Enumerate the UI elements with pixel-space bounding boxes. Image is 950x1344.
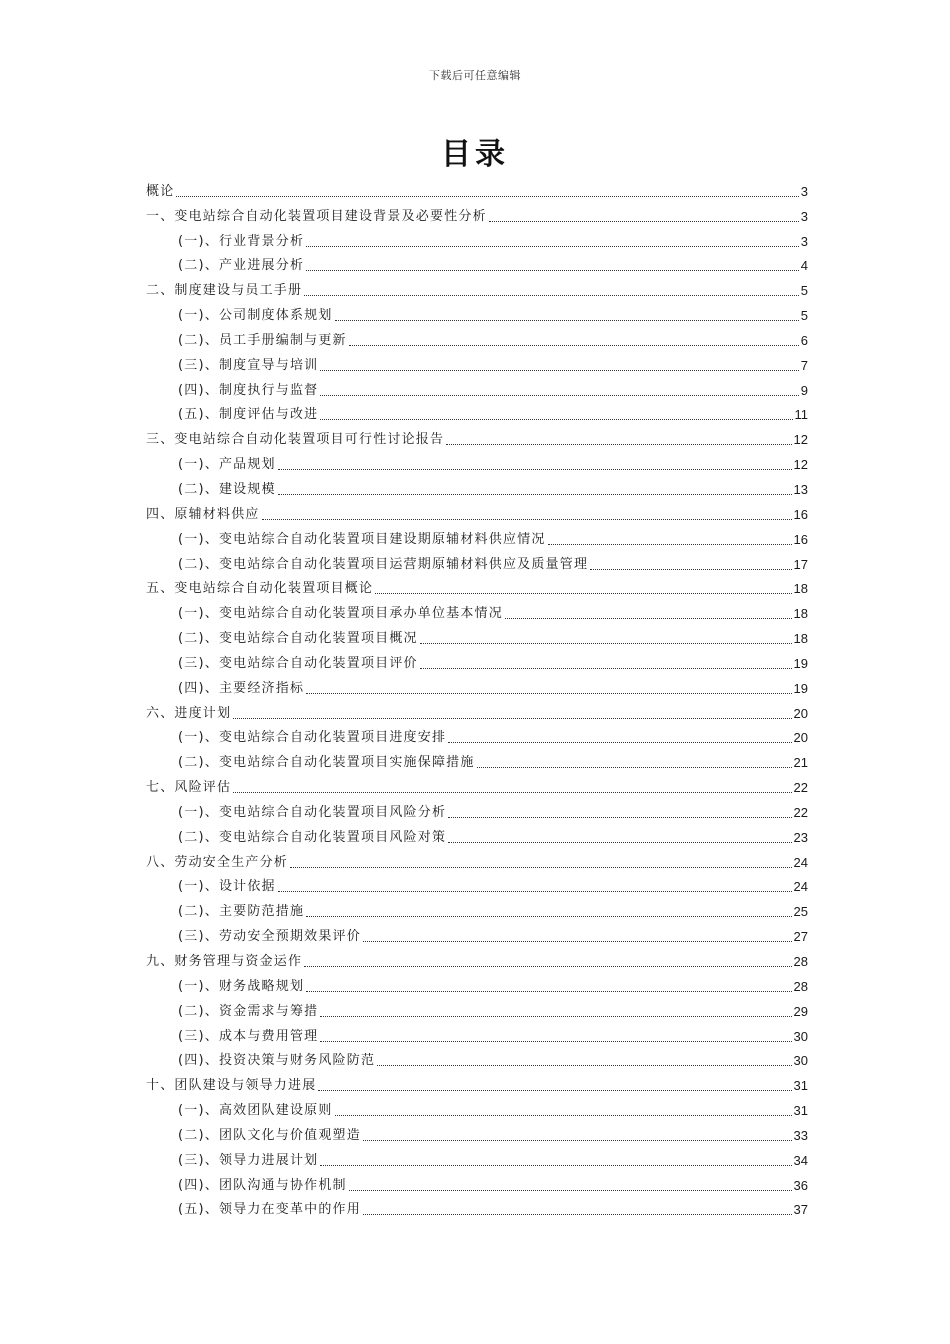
toc-entry-label: (二)、变电站综合自动化装置项目运营期原辅材料供应及质量管理: [178, 556, 589, 572]
toc-section-entry[interactable]: [146, 623, 808, 648]
toc-page-number: 37: [793, 1202, 808, 1218]
toc-entry-label: 一、变电站综合自动化装置项目建设背景及必要性分析: [146, 208, 487, 224]
toc-entry-label: (三)、成本与费用管理: [178, 1028, 319, 1044]
toc-section-entry[interactable]: [146, 325, 808, 350]
page-title: 目录: [441, 137, 509, 172]
toc-page-number: 31: [793, 1078, 808, 1094]
toc-page-number: 17: [793, 556, 808, 572]
toc-entry-label: 二、制度建设与员工手册: [146, 283, 303, 299]
toc-entry-label: (四)、投资决策与财务风险防范: [178, 1053, 376, 1069]
toc-dot-leader: [320, 419, 792, 420]
toc-page-number: 28: [793, 954, 808, 969]
toc-section-entry[interactable]: [146, 474, 808, 499]
toc-chapter-entry[interactable]: [146, 946, 808, 971]
toc-page-number: 21: [793, 755, 808, 771]
toc-chapter-entry[interactable]: [146, 698, 808, 723]
toc-chapter-entry[interactable]: [146, 201, 808, 226]
toc-page-number: 20: [793, 730, 808, 746]
toc-dot-leader: [320, 395, 798, 396]
toc-entry-label: (三)、领导力进展计划: [178, 1152, 319, 1168]
toc-entry-label: (一)、高效团队建设原则: [178, 1103, 333, 1119]
toc-entry-label: 十、团队建设与领导力进展: [146, 1078, 317, 1094]
toc-dot-leader: [306, 991, 791, 992]
toc-section-entry[interactable]: [146, 971, 808, 996]
toc-entry-label: (二)、主要防范措施: [178, 904, 305, 920]
toc-dot-leader: [548, 544, 792, 545]
toc-entry-label: (二)、资金需求与筹措: [178, 1003, 319, 1019]
toc-entry-label: 五、变电站综合自动化装置项目概论: [146, 581, 374, 597]
toc-dot-leader: [318, 1090, 791, 1091]
toc-entry-label: (一)、产品规划: [178, 457, 276, 473]
toc-dot-leader: [363, 1140, 792, 1141]
toc-section-entry[interactable]: [146, 896, 808, 921]
toc-dot-leader: [278, 494, 792, 495]
toc-dot-leader: [304, 295, 799, 296]
toc-entry-label: (四)、制度执行与监督: [178, 382, 319, 398]
toc-entry-label: (一)、变电站综合自动化装置项目建设期原辅材料供应情况: [178, 531, 546, 547]
toc-entry-label: (五)、制度评估与改进: [178, 407, 319, 423]
toc-section-entry[interactable]: [146, 747, 808, 772]
toc-entry-label: (一)、变电站综合自动化装置项目进度安排: [178, 730, 447, 746]
toc-page-number: 12: [793, 432, 808, 448]
toc-page-number: 5: [800, 308, 808, 324]
toc-section-entry[interactable]: [146, 1095, 808, 1120]
toc-page-number: 34: [793, 1152, 808, 1168]
toc-dot-leader: [448, 842, 791, 843]
toc-dot-leader: [320, 370, 798, 371]
toc-page-number: 19: [793, 655, 808, 671]
toc-chapter-entry[interactable]: [146, 424, 808, 449]
toc-entry-label: (三)、制度宣导与培训: [178, 357, 319, 373]
toc-page-number: 5: [800, 283, 808, 299]
toc-page-number: 9: [800, 382, 808, 398]
toc-section-entry[interactable]: [146, 549, 808, 574]
toc-page-number: 22: [793, 804, 808, 820]
toc-entry-label: (二)、建设规模: [178, 481, 276, 497]
toc-page-number: 18: [793, 581, 808, 597]
toc-entry-label: 六、进度计划: [146, 705, 232, 721]
table-of-contents: [146, 176, 808, 1219]
toc-entry-label: 概论: [146, 183, 175, 199]
toc-section-entry[interactable]: [146, 449, 808, 474]
toc-section-entry[interactable]: [146, 673, 808, 698]
toc-page-number: 7: [800, 357, 808, 373]
toc-dot-leader: [278, 469, 792, 470]
toc-entry-label: (二)、变电站综合自动化装置项目概况: [178, 631, 418, 647]
toc-entry-label: (一)、变电站综合自动化装置项目承办单位基本情况: [178, 606, 503, 622]
toc-dot-leader: [489, 221, 799, 222]
toc-dot-leader: [446, 444, 791, 445]
toc-entry-label: (四)、主要经济指标: [178, 680, 305, 696]
toc-dot-leader: [278, 891, 792, 892]
toc-page-number: 36: [793, 1177, 808, 1193]
toc-chapter-entry[interactable]: [146, 176, 808, 201]
toc-page-number: 18: [793, 631, 808, 647]
toc-section-entry[interactable]: [146, 1170, 808, 1195]
toc-entry-label: (一)、公司制度体系规划: [178, 308, 333, 324]
toc-section-entry[interactable]: [146, 375, 808, 400]
toc-dot-leader: [262, 519, 792, 520]
toc-section-entry[interactable]: [146, 648, 808, 673]
toc-page-number: 23: [793, 829, 808, 845]
toc-dot-leader: [477, 767, 792, 768]
toc-section-entry[interactable]: [146, 1021, 808, 1046]
toc-entry-label: (二)、变电站综合自动化装置项目风险对策: [178, 829, 447, 845]
toc-dot-leader: [335, 1115, 792, 1116]
toc-entry-label: (一)、变电站综合自动化装置项目风险分析: [178, 804, 447, 820]
toc-chapter-entry[interactable]: [146, 574, 808, 599]
toc-section-entry[interactable]: [146, 524, 808, 549]
toc-page-number: 20: [793, 705, 808, 721]
toc-page-number: 16: [793, 506, 808, 522]
toc-dot-leader: [176, 196, 798, 197]
toc-page-number: 18: [793, 606, 808, 622]
toc-dot-leader: [335, 320, 799, 321]
toc-page-number: 19: [793, 680, 808, 696]
toc-chapter-entry[interactable]: [146, 772, 808, 797]
toc-section-entry[interactable]: [146, 400, 808, 425]
toc-page-number: 16: [793, 531, 808, 547]
toc-entry-label: 三、变电站综合自动化装置项目可行性讨论报告: [146, 432, 445, 448]
toc-dot-leader: [233, 718, 791, 719]
toc-dot-leader: [349, 1190, 792, 1191]
toc-dot-leader: [320, 1165, 791, 1166]
toc-dot-leader: [290, 867, 792, 868]
toc-page-number: 6: [800, 332, 808, 348]
toc-dot-leader: [306, 916, 791, 917]
toc-entry-label: (四)、团队沟通与协作机制: [178, 1177, 347, 1193]
toc-section-entry[interactable]: [146, 797, 808, 822]
toc-page-number: 3: [800, 233, 808, 249]
toc-page-number: 28: [793, 978, 808, 994]
toc-entry-label: (三)、劳动安全预期效果评价: [178, 929, 361, 945]
toc-page-number: 13: [793, 481, 808, 497]
toc-entry-label: (五)、领导力在变革中的作用: [178, 1202, 361, 1218]
toc-dot-leader: [377, 1065, 791, 1066]
toc-page-number: 31: [793, 1103, 808, 1119]
toc-section-entry[interactable]: [146, 822, 808, 847]
toc-section-entry[interactable]: [146, 350, 808, 375]
toc-entry-label: 四、原辅材料供应: [146, 506, 260, 522]
toc-page-number: 24: [793, 879, 808, 895]
toc-section-entry[interactable]: [146, 598, 808, 623]
toc-dot-leader: [448, 817, 791, 818]
toc-entry-label: (二)、产业进展分析: [178, 258, 305, 274]
toc-page-number: 11: [794, 407, 808, 423]
toc-entry-label: 七、风险评估: [146, 780, 232, 796]
toc-dot-leader: [306, 270, 799, 271]
toc-dot-leader: [448, 742, 791, 743]
toc-dot-leader: [363, 1214, 792, 1215]
toc-chapter-entry[interactable]: [146, 275, 808, 300]
toc-page-number: 24: [793, 854, 808, 870]
toc-dot-leader: [306, 693, 791, 694]
toc-entry-label: (二)、变电站综合自动化装置项目实施保障措施: [178, 755, 475, 771]
toc-page-number: 25: [793, 904, 808, 920]
toc-page-number: 3: [800, 208, 808, 224]
toc-section-entry[interactable]: [146, 300, 808, 325]
toc-entry-label: 八、劳动安全生产分析: [146, 854, 289, 870]
toc-dot-leader: [320, 1016, 791, 1017]
toc-chapter-entry[interactable]: [146, 1070, 808, 1095]
toc-entry-label: (三)、变电站综合自动化装置项目评价: [178, 655, 418, 671]
toc-entry-label: (二)、团队文化与价值观塑造: [178, 1127, 361, 1143]
toc-dot-leader: [420, 668, 792, 669]
toc-dot-leader: [590, 569, 791, 570]
toc-dot-leader: [306, 246, 799, 247]
toc-page-number: 29: [793, 1003, 808, 1019]
toc-entry-label: (一)、财务战略规划: [178, 978, 305, 994]
toc-dot-leader: [363, 941, 792, 942]
toc-section-entry[interactable]: [146, 996, 808, 1021]
toc-dot-leader: [304, 966, 791, 967]
toc-section-entry[interactable]: [146, 872, 808, 897]
toc-page-number: 3: [800, 183, 808, 199]
toc-entry-label: (一)、设计依据: [178, 879, 276, 895]
toc-chapter-entry[interactable]: [146, 847, 808, 872]
toc-section-entry[interactable]: [146, 1046, 808, 1071]
toc-dot-leader: [320, 1041, 791, 1042]
toc-section-entry[interactable]: [146, 1195, 808, 1220]
toc-entry-label: (一)、行业背景分析: [178, 233, 305, 249]
toc-dot-leader: [349, 345, 799, 346]
toc-section-entry[interactable]: [146, 921, 808, 946]
toc-page-number: 30: [793, 1028, 808, 1044]
header-note: 下载后可任意编辑: [429, 69, 521, 82]
toc-entry-label: (二)、员工手册编制与更新: [178, 332, 347, 348]
toc-page-number: 12: [793, 457, 808, 473]
toc-page-number: 27: [793, 929, 808, 945]
toc-section-entry[interactable]: [146, 1145, 808, 1170]
toc-entry-label: 九、财务管理与资金运作: [146, 954, 303, 969]
toc-dot-leader: [505, 618, 792, 619]
toc-page-number: 33: [793, 1127, 808, 1143]
toc-section-entry[interactable]: [146, 1120, 808, 1145]
toc-section-entry[interactable]: [146, 251, 808, 276]
toc-section-entry[interactable]: [146, 723, 808, 748]
toc-page-number: 30: [793, 1053, 808, 1069]
toc-dot-leader: [375, 593, 791, 594]
toc-page-number: 22: [793, 780, 808, 796]
toc-dot-leader: [233, 792, 791, 793]
toc-chapter-entry[interactable]: [146, 499, 808, 524]
toc-section-entry[interactable]: [146, 226, 808, 251]
toc-dot-leader: [420, 643, 792, 644]
toc-page-number: 4: [800, 258, 808, 274]
